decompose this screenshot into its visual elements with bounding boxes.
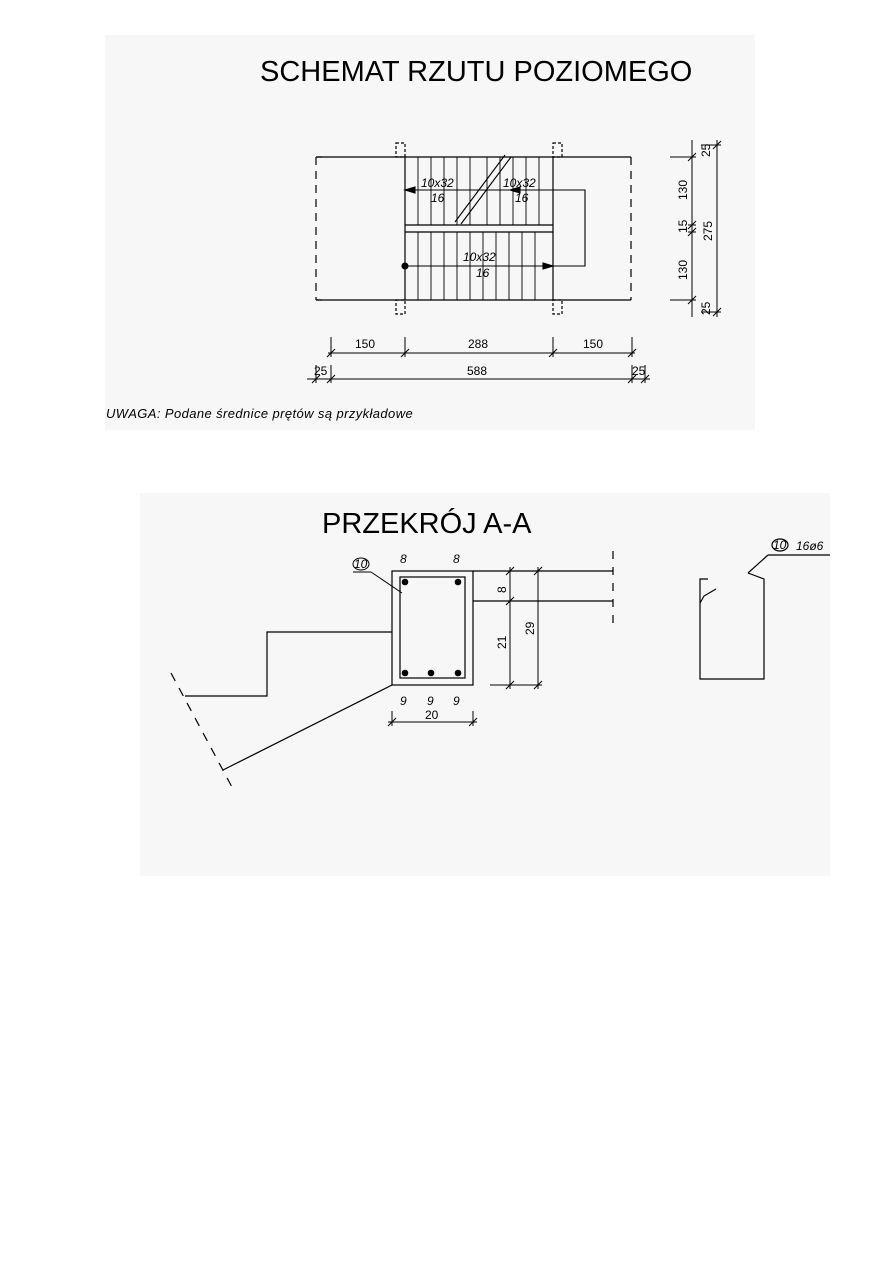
dim-top: 25 xyxy=(699,143,713,157)
flight-2-steps: 10x32 xyxy=(503,176,536,190)
dim-middle: 288 xyxy=(468,337,489,351)
dim-total: 29 xyxy=(523,621,537,635)
dim-lower-flight: 130 xyxy=(676,259,690,280)
section-title: PRZEKRÓJ A-A xyxy=(322,508,532,540)
dim-left: 150 xyxy=(355,337,376,351)
dim-slab: 8 xyxy=(495,586,509,593)
flight-1-steps: 10x32 xyxy=(421,176,454,190)
plan-drawing xyxy=(105,35,755,430)
top-bar-1: 8 xyxy=(400,552,407,566)
flight-1-count: 16 xyxy=(431,191,445,205)
stirrup-shape xyxy=(700,539,830,679)
dim-width: 20 xyxy=(425,708,439,722)
plan-panel xyxy=(105,35,755,430)
stair-section xyxy=(171,632,392,789)
stirrup-spec: 16ø6 xyxy=(796,539,824,553)
bar-mark: 10 xyxy=(354,557,368,571)
dim-right: 150 xyxy=(583,337,604,351)
note-text: UWAGA: Podane średnice prętów są przykładowe xyxy=(106,406,414,421)
rebars xyxy=(402,579,462,677)
dim-landing: 15 xyxy=(676,219,690,233)
dim-total-vertical: 275 xyxy=(701,220,715,241)
bottom-bar-3: 9 xyxy=(453,694,460,708)
stair-outline xyxy=(316,143,631,314)
dim-bottom: 25 xyxy=(699,301,713,315)
flight-2-count: 16 xyxy=(515,191,529,205)
dim-end-left: 25 xyxy=(314,364,328,378)
dim-upper-flight: 130 xyxy=(676,179,690,200)
plan-title: SCHEMAT RZUTU POZIOMEGO xyxy=(260,56,693,88)
section-panel xyxy=(140,493,830,876)
section-drawing xyxy=(140,493,830,876)
dim-lower: 21 xyxy=(495,635,509,649)
bottom-bar-2: 9 xyxy=(427,694,434,708)
bottom-bar-1: 9 xyxy=(400,694,407,708)
flight-3-steps: 10x32 xyxy=(463,250,496,264)
top-bar-2: 8 xyxy=(453,552,460,566)
stirrup-mark: 10 xyxy=(773,538,787,552)
dim-total-horizontal: 588 xyxy=(467,364,488,378)
dim-end-right: 25 xyxy=(632,364,646,378)
flight-3-count: 16 xyxy=(476,266,490,280)
